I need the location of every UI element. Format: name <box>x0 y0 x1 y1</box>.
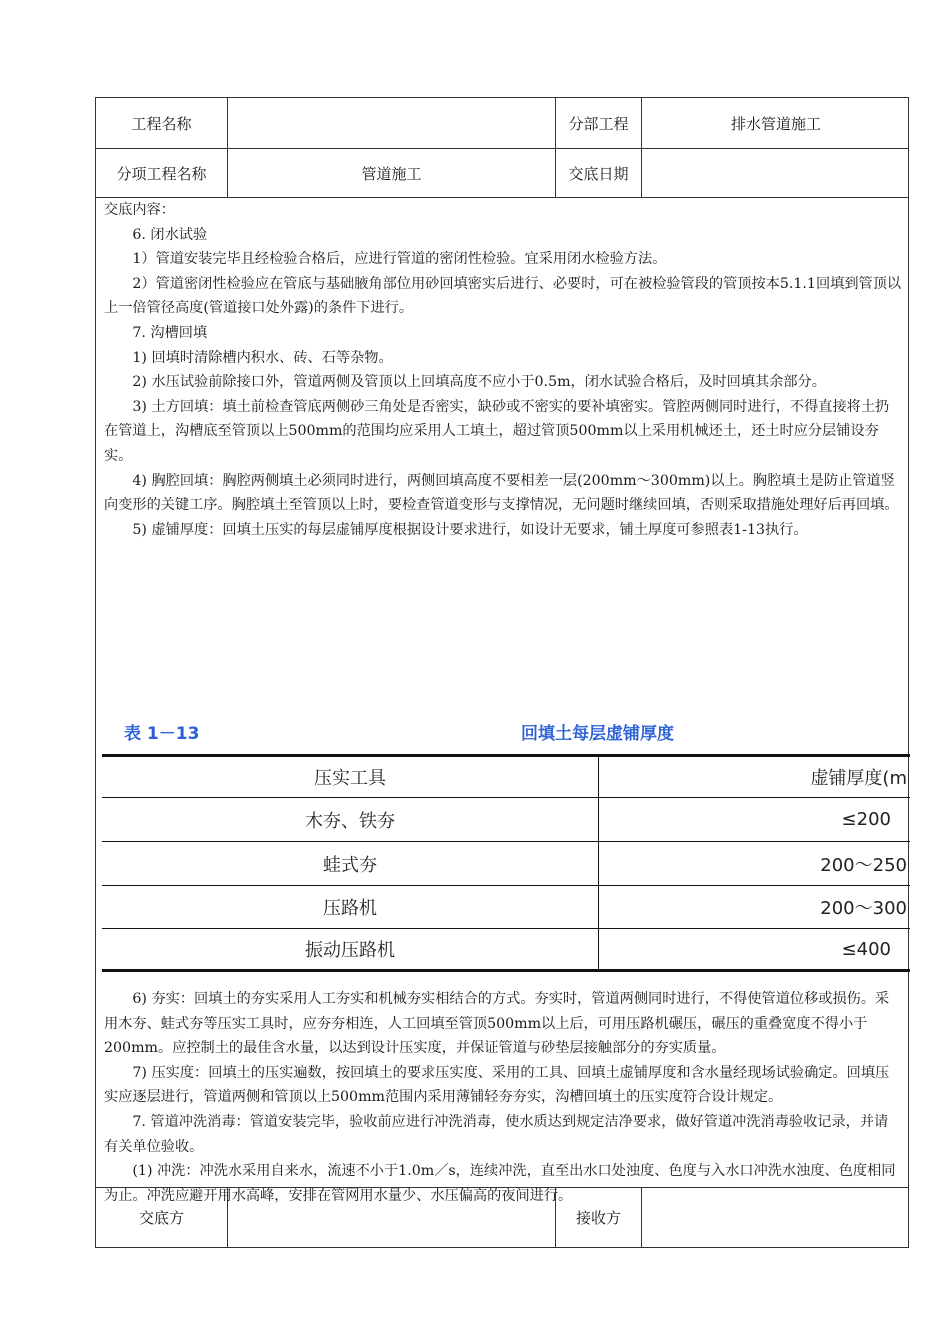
col-header-tool: 压实工具 <box>314 768 386 789</box>
table-cell-thickness: ≤400 <box>841 938 891 960</box>
section-closed-water-test: 6. 闭水试验 <box>132 226 208 243</box>
col-header-thickness: 虚铺厚度(m <box>810 768 907 789</box>
paragraph: 7) 压实度：回填土的压实遍数，按回填土的要求压实度、采用的工具、回填土虚铺厚度和含水量经现场试验确定。回填压实应逐层进行，管道两侧和管顶以上500mm范围内采用薄铺轻夯夯实，沟槽回填土的压实度符合设计规定。 <box>104 1064 890 1106</box>
date-value <box>642 149 910 197</box>
division-label: 分部工程 <box>568 114 629 133</box>
receiver-value <box>642 1188 910 1247</box>
paragraph: 6) 夯实：回填土的夯实采用人工夯实和机械夯实相结合的方式。夯实时，管道两侧同时进行，不得使管道位移或损伤。采用木夯、蛙式夯等压实工具时，应夯夯相连，人工回填至管顶500mm以上后，可用压路机碾压，碾压的重叠宽度不得小于200mm。应控制土的最佳含水量，以达到设计压实度，并保证管道与砂垫层接触部分的夯实质量。 <box>104 991 890 1057</box>
paragraph: 2) 水压试验前除接口外，管道两侧及管顶以上回填高度不应小于0.5m，闭水试验合格后，及时回填其余部分。 <box>132 374 826 391</box>
table-cell-tool: 蛙式夯 <box>323 854 377 876</box>
subitem-label: 分项工程名称 <box>116 164 207 183</box>
table-number: 表 1－13 <box>124 724 200 744</box>
paragraph: (1) 冲洗：冲洗水采用自来水，流速不小于1.0m／s，连续冲洗，直至出水口处浊度、色度与入水口冲洗水浊度、色度相同为止。冲洗应避开用水高峰，安排在管网用水量少、水压偏高的夜间进行。 <box>104 1163 896 1204</box>
giver-label: 交底方 <box>138 1209 184 1227</box>
paragraph: 4) 胸腔回填：胸腔两侧填土必须同时进行，两侧回填高度不要相差一层(200mm～300mm)以上。胸腔填土是防止管道竖向变形的关键工序。胸腔填土至管顶以上时，要检查管道变形与支撑情况，无问题时继续回填，否则采取措施处理好后再回填。 <box>104 472 899 514</box>
giver-value <box>228 1188 555 1247</box>
table-rule <box>102 969 910 972</box>
project-name-label: 工程名称 <box>131 114 192 133</box>
content-block-top <box>104 198 902 542</box>
disclosure-form <box>95 97 909 1248</box>
paragraph: 5) 虚铺厚度：回填土压实的每层虚铺厚度根据设计要求进行，如设计无要求，铺土厚度可参照表1-13执行。 <box>132 521 808 538</box>
paragraph: 2）管道密闭性检验应在管底与基础腋角部位用砂回填密实后进行、必要时，可在被检验管段的管顶按本5.1.1回填到管顶以上一倍管径高度(管道接口处外露)的条件下进行。 <box>104 275 902 317</box>
paragraph: 1）管道安装完毕且经检验合格后，应进行管道的密闭性检验。宜采用闭水检验方法。 <box>132 251 667 268</box>
subitem-value: 管道施工 <box>361 164 422 183</box>
backfill-thickness-table <box>102 754 910 972</box>
paragraph: 3) 土方回填：填土前检查管底两侧砂三角处是否密实，缺砂或不密实的要补填密实。管腔两侧同时进行，不得直接将土扔在管道上，沟槽底至管顶以上500mm的范围均应采用人工填土，超过管顶500mm以上采用机械还土，还土时应分层铺设夯实。 <box>104 398 890 464</box>
content-block-bottom <box>104 987 902 1208</box>
section-trench-backfill: 7. 沟槽回填 <box>132 324 208 341</box>
table-title: 回填土每层虚铺厚度 <box>521 724 674 744</box>
table-cell-tool: 振动压路机 <box>305 940 395 961</box>
table-cell-thickness: 200～300 <box>820 898 907 919</box>
date-label: 交底日期 <box>568 164 629 183</box>
paragraph: 1) 回填时清除槽内积水、砖、石等杂物。 <box>132 349 393 366</box>
receiver-label: 接收方 <box>575 1209 621 1227</box>
division-value: 排水管道施工 <box>730 114 821 133</box>
content-label: 交底内容： <box>104 202 175 218</box>
project-name-value <box>228 98 555 148</box>
paragraph: 7. 管道冲洗消毒：管道安装完毕，验收前应进行冲洗消毒，使水质达到规定洁净要求，做好管道冲洗消毒验收记录，并请有关单位验收。 <box>104 1113 889 1155</box>
table-cell-tool: 压路机 <box>323 898 377 919</box>
table-cell-thickness: ≤200 <box>841 809 891 830</box>
table-cell-tool: 木夯、铁夯 <box>305 810 395 832</box>
table-cell-thickness: 200～250 <box>820 854 907 876</box>
